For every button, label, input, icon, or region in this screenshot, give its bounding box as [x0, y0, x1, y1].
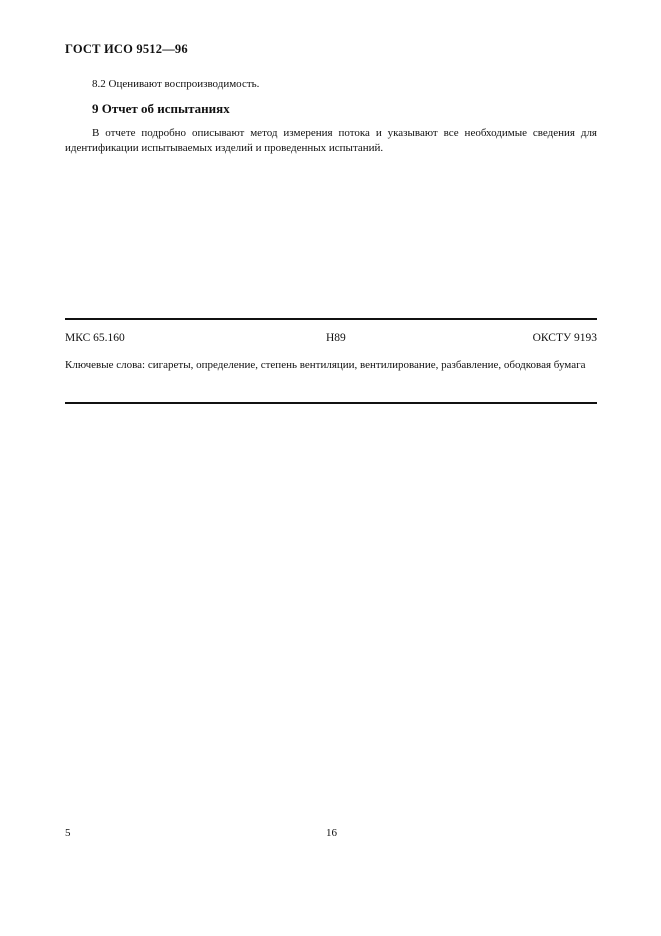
keywords: Ключевые слова: сигареты, определение, степень вентиляции, вентилирование, разбавление, ободковая бумага [65, 359, 586, 371]
page-number: 16 [326, 827, 337, 839]
okstu-code: ОКСТУ 9193 [532, 332, 597, 344]
section-9-title: 9 Отчет об испытаниях [92, 101, 230, 116]
footer-left-number: 5 [65, 827, 71, 839]
group-code: Н89 [326, 332, 346, 344]
paragraph-8-2: 8.2 Оценивают воспроизводимость. [92, 78, 260, 90]
top-divider [65, 318, 597, 320]
mks-code: МКС 65.160 [65, 332, 125, 344]
document-code: ГОСТ ИСО 9512—96 [65, 42, 188, 56]
paragraph-9: В отчете подробно описывают метод измерения потока и указывают все необходимые сведения для идентификации испытываемых изделий и проведенных испытаний. [65, 127, 597, 154]
bottom-divider [65, 402, 597, 404]
